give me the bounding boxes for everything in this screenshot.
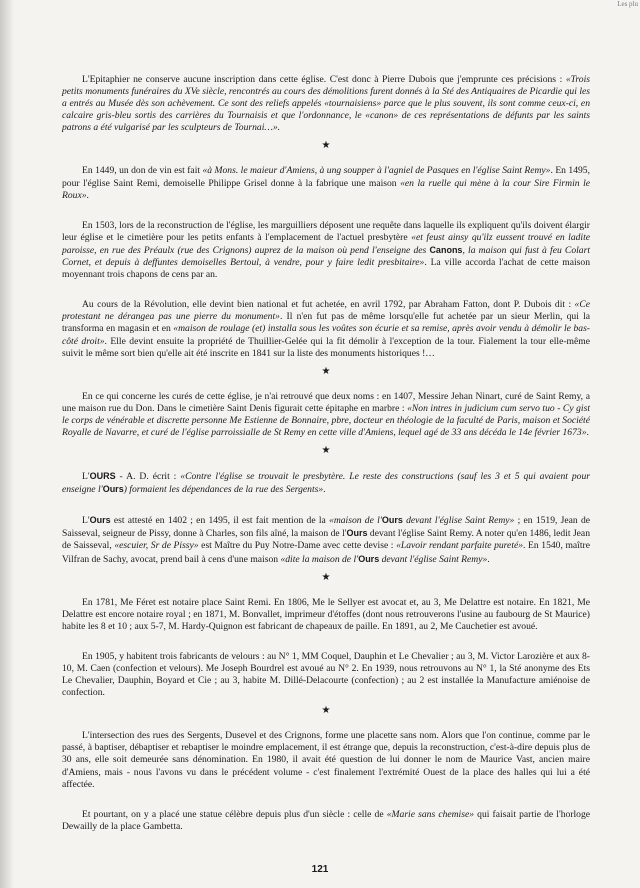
quote: «à Mons. le maieur d'Amiens, à ung soupper à l'agniel de Pasques en l'église Saint Remy» xyxy=(202,165,551,177)
paragraph-1781: En 1781, Me Féret est notaire place Saint Remi. En 1806, Me le Sellyer est avocat et, au 3, Me Delattre est notaire. En 1821, Me Delattre est encore notaire royal ; en 1871, M. Bonvallet, imprimeur d'étoffes (dont nous retrouverons l'usine au faubourg de St Maurice) habite les 8 et 10 ; aux 5-7, M. Hardy-Quignon est fabricant de chapeaux de paille. En 1891, au 2, Me Cauchetier est avoué. xyxy=(62,596,590,632)
text: ; en 1519, Jean de Saisseval, seigneur de Pissy, donne à Charles, son fils aîné, la maison de l' xyxy=(62,515,591,540)
text: L'Epitaphier ne conserve aucune inscription dans cette église. C'est donc à Pierre Dubois que j'emprunte ces précisions : xyxy=(82,74,566,85)
text: . Il n'en fut pas de même lorsqu'elle fut achetée par un sieur Merlin, qui la transforma en magasin et en xyxy=(62,311,590,335)
paragraph-1503 xyxy=(62,220,590,281)
paragraph-revolution xyxy=(62,299,590,359)
spacer xyxy=(62,202,590,220)
paragraph-statue xyxy=(62,809,590,833)
text: devant l'église Saint Remy. A noter qu'en 1486, ledit Jean de Saisseval, xyxy=(62,528,590,552)
text: est attesté en 1402 ; en 1495, il est fait mention de la xyxy=(110,515,330,527)
spacer xyxy=(62,281,590,299)
quote: «maison de roulage (et) installa sous les voûtes son écurie et sa remise, après avoir vendu à démolir le bas-côté droit» xyxy=(62,323,590,347)
text: En 1449, un don de vin est fait xyxy=(82,165,203,177)
text: L' xyxy=(82,515,90,527)
paragraph-epitaphier xyxy=(62,74,590,134)
sign-name-ours: Ours xyxy=(381,515,403,526)
spacer xyxy=(62,633,590,651)
sign-name-ours: Ours xyxy=(89,515,111,526)
quote: «Marie sans chemise» xyxy=(386,808,475,820)
page-body xyxy=(62,74,590,833)
text: L' xyxy=(82,471,90,483)
text: est Maître du Puy Notre-Dame avec cette devise : xyxy=(198,540,397,552)
text: . xyxy=(586,426,589,438)
quote: «Trois petits monuments funéraires du XVe siècle, rencontrés au cours des démolitions furent donnés à la Sté des Antiquaires de Picardie qui les a entrés au Musée dès son achèvement. Ce sont des reliefs appelés «tournaisiens» parce que le plus souvent, ils sont comme ceux-ci, en calcaire gris-bleu sortis des carrières du Tournaisis et que l'ordonnance, le «canon» de ces représentations de défunts par les saints patrons a été vulgarisé par les sculpteurs de Tournai…». xyxy=(62,74,590,134)
text: En 1503, lors de la reconstruction de l'église, les marguilliers déposent une requête dans laquelle ils expliquent qu'ils doivent élargir leur église et le cimetière pour les petits enfants à l'emplacement de l'actuel presbytère xyxy=(62,219,590,243)
quote: «Non intres in judicium cum servo tuo - Cy gist le corps de vénérable et discrette personne Me Estienne de Bonnaire, pbre, docteur en théologie de la faculté de Paris, maison et Société Royalle de Navarre, et curé de l'église parroissialle de St Remy en cette ville d'Amiens, lequel agé de 33 ans décéda le 14e février 1673» xyxy=(62,402,590,438)
quote: «Lavoir rendant parfaite pureté» xyxy=(396,540,524,552)
quote: «et feust ainsy qu'ilz eussent trouvé en ladite paroisse, en rue des Préaulx (rue des Crignons) auprez de la maison où pend l'enseigne des xyxy=(62,231,591,256)
text: . La ville accorda l'achat de cette maison moyennant trois chapons de cens par an. xyxy=(62,257,590,281)
sign-name-ours: Ours xyxy=(102,484,124,495)
text: . Elle devint ensuite la propriété de Thuillier-Gelée qui la fit démolir à l'exception de la tour. Fialement la tour elle-même suivit le même sort bien qu'elle ait été inscrite en 1841 sur la liste des monuments historiques !… xyxy=(62,335,590,359)
star-separator: ★ xyxy=(321,571,331,583)
star-separator: ★ xyxy=(321,365,331,377)
text: . xyxy=(86,189,89,201)
text: . En 1495, pour l'église Saint Remi, demoiselle Philippe Grisel donne à la fabrique une maison xyxy=(62,165,590,189)
paragraph-1905: En 1905, y habitent trois fabricants de velours : au N° 1, MM Coquel, Dauphin et Le Chevalier ; au 3, M. Victor Larozière et aux 8-10, M. Caen (confection et velours). Me Joseph Bourdrel est avoué au N° 2. En 1939, nous retrouvons au N° 1, la Sté anonyme des Ets Le Chevalier, Dauphin, Boyard et Cie ; au 3, habite M. Dillé-Delacourte (confection) ; au 2 est installée la Manufacture amiénoise de confection. xyxy=(62,650,590,699)
spacer xyxy=(62,496,590,514)
quote: , la maison qui fust à feu Colart Cornet, et depuis à deffuntes demoiselles Bertoul, à vendre, pour y faire ledit presbitaire» xyxy=(62,244,590,269)
quote: ) formaient les dépendances de la rue des Sergents» xyxy=(123,484,324,496)
page-number: 121 xyxy=(311,864,329,875)
text: Au cours de la Révolution, elle devint bien national et fut achetée, en avril 1792, par Abraham Fatton, dont P. Dubois dit : xyxy=(82,299,575,311)
quote: «maison de l' xyxy=(329,515,382,527)
paragraph-1449 xyxy=(62,165,590,201)
star-separator: ★ xyxy=(321,140,331,152)
text: . xyxy=(487,553,490,565)
paragraph-ours-history xyxy=(62,514,590,565)
paragraph-ours-ad xyxy=(62,470,590,496)
page-edge-shadow xyxy=(0,0,14,888)
star-separator: ★ xyxy=(321,445,331,457)
spacer xyxy=(62,791,590,809)
corner-text: Les plu xyxy=(617,0,638,8)
quote: devant l'église Saint Remy» xyxy=(379,553,488,565)
sign-name-ours: OURS xyxy=(89,471,116,482)
sign-name-ours: Ours xyxy=(346,528,368,539)
quote: «Ce protestant ne dérangea pas une pierre du monument» xyxy=(62,299,590,323)
sign-name-ours: Ours xyxy=(358,553,380,564)
quote: devant l'église Saint Remy» xyxy=(402,515,515,527)
sign-name-canons: Canons xyxy=(429,244,463,255)
quote: «en la ruelle qui mène à la cour Sire Firmin le Roux» xyxy=(62,177,590,201)
text: En ce qui concerne les curés de cette église, je n'ai retrouvé que deux noms : en 1407, Messire Jehan Ninart, curé de Saint Remy, a une maison rue du Don. Dans le cimetière Saint Denis figurait cette épitaphe en marbre : xyxy=(62,390,590,414)
text: . xyxy=(323,484,326,496)
quote: «dite la maison de l' xyxy=(280,553,359,565)
paragraph-cures xyxy=(62,391,590,439)
text: qui faisait partie de l'horloge Dewailly de la place Gambetta. xyxy=(62,808,590,832)
text: Et pourtant, on y a placé une statue célèbre depuis plus d'un siècle : celle de xyxy=(82,808,387,820)
text: - A. D. écrit : xyxy=(115,471,181,483)
quote: «Contre l'église se trouvait le presbytère. Le reste des constructions (sauf les 3 et 5 qui avaient pour enseigne l' xyxy=(62,471,590,496)
paragraph-intersection: L'intersection des rues des Sergents, Dusevel et des Crignons, forme une placette sans nom. Alors que l'on continue, comme par le passé, à baptiser, débaptiser et rebaptiser le moindre emplacement, il est étrange que, depuis la reconstruction, c'est-à-dire depuis plus de 30 ans, elle soit demeurée sans dénomination. En 1980, il avait été question de lui donner le nom de Maurice Vast, ancien maire d'Amiens, mais - nous l'avons vu dans le précédent volume - c'est finalement l'extrémité Ouest de la place des halles qui lui a été affectée. xyxy=(62,730,590,790)
star-separator: ★ xyxy=(321,705,331,717)
quote: «escuier, Sr de Pissy» xyxy=(114,540,199,552)
text: . En 1540, maître Vilfran de Sachy, avocat, prend bail à cens d'une maison xyxy=(62,540,590,565)
